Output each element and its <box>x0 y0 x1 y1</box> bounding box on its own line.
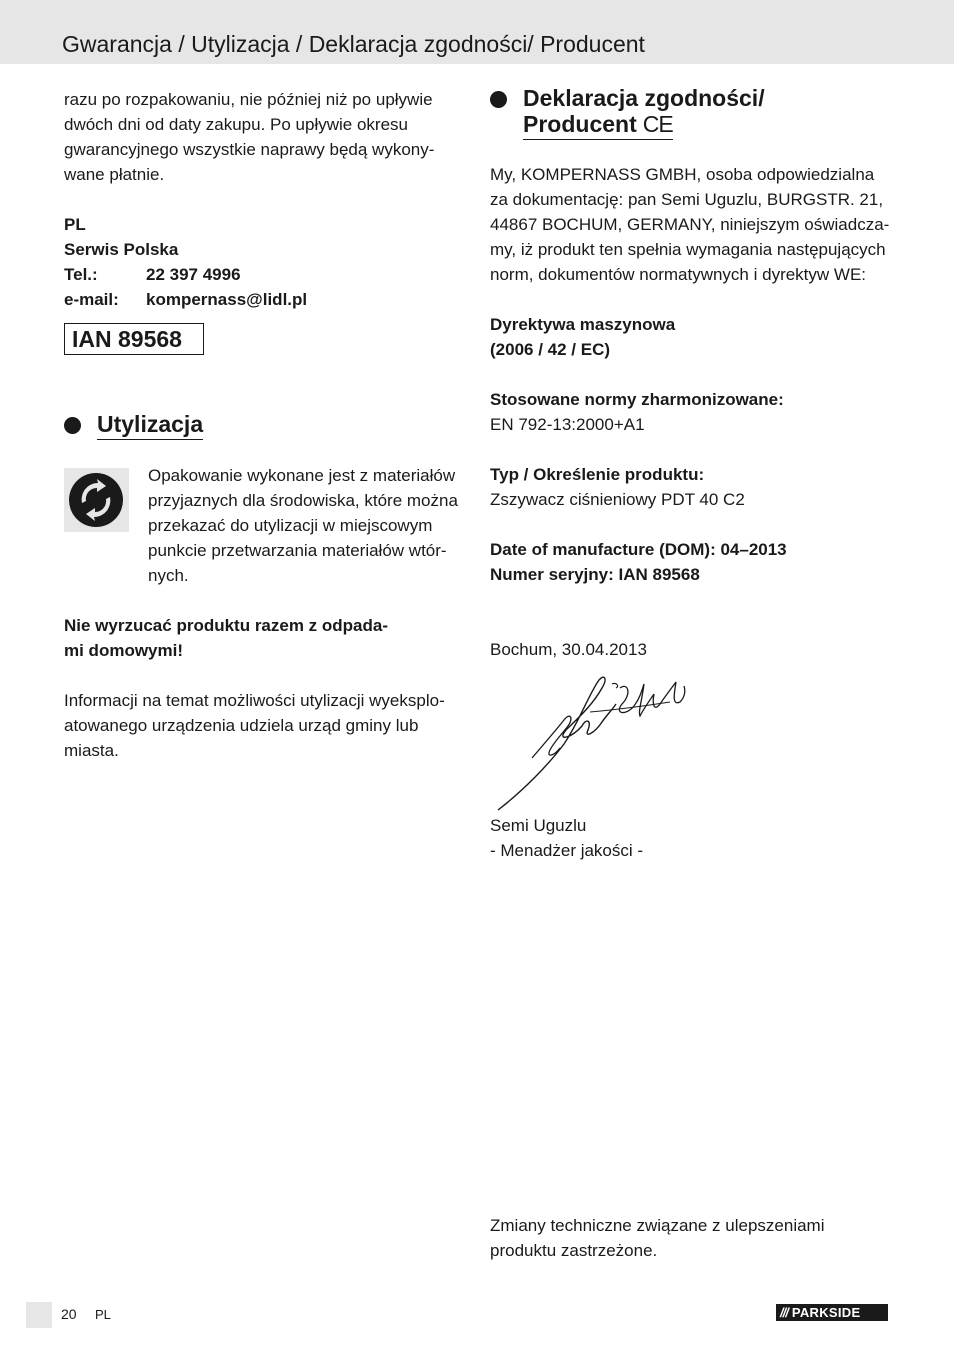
declaration-intro-line: 44867 BOCHUM, GERMANY, niniejszym oświadcza- <box>490 215 890 234</box>
packaging-text-line: przekazać do utylizacji w miejscowym <box>148 516 433 535</box>
footer-language: PL <box>95 1307 111 1322</box>
disposal-heading <box>64 411 203 440</box>
ce-mark-icon: CE <box>642 111 673 137</box>
declaration-intro-line: norm, dokumentów normatywnych i dyrektyw WE: <box>490 265 867 284</box>
disposal-info-line: Informacji na temat możliwości utylizacji wyeksplo- <box>64 691 445 710</box>
place-date: Bochum, 30.04.2013 <box>490 640 647 659</box>
bullet-icon <box>64 417 81 434</box>
declaration-intro-line: My, KOMPERNASS GMBH, osoba odpowiedzialna <box>490 165 875 184</box>
directive-line: Dyrektywa maszynowa <box>490 315 676 334</box>
service-tel-value: 22 397 4996 <box>146 265 241 284</box>
disposal-title: Utylizacja <box>97 411 203 440</box>
disposal-info-line: atowanego urządzenia udziela urząd gminy lub <box>64 716 419 735</box>
declaration-title-line1: Deklaracja zgodności/ <box>523 85 765 111</box>
warranty-text-line: razu po rozpakowaniu, nie później niż po upływie <box>64 90 433 109</box>
signer-role: - Menadżer jakości - <box>490 841 644 860</box>
green-dot-recycle-icon <box>64 468 129 532</box>
service-email-value: kompernass@lidl.pl <box>146 290 308 309</box>
technical-changes-line: produktu zastrzeżone. <box>490 1241 658 1260</box>
standards-label: Stosowane normy zharmonizowane: <box>490 390 784 409</box>
signer-name: Semi Uguzlu <box>490 816 587 835</box>
directive-line: (2006 / 42 / EC) <box>490 340 611 359</box>
declaration-title-line2 <box>523 111 673 140</box>
warranty-text-line: dwóch dni od daty zakupu. Po upływie okresu <box>64 115 408 134</box>
parkside-logo <box>776 1304 888 1321</box>
packaging-text-line: Opakowanie wykonane jest z materiałów <box>148 466 456 485</box>
warranty-text-line: wane płatnie. <box>64 165 165 184</box>
product-type-label: Typ / Określenie produktu: <box>490 465 705 484</box>
packaging-text-line: przyjaznych dla środowiska, które można <box>148 491 458 510</box>
declaration-intro-line: my, iż produkt ten spełnia wymagania następujących <box>490 240 886 259</box>
service-name: Serwis Polska <box>64 240 179 259</box>
declaration-title-producer: Producent <box>523 111 637 137</box>
standards-value: EN 792-13:2000+A1 <box>490 415 645 434</box>
page-number: 20 <box>61 1306 77 1322</box>
disposal-info-line: miasta. <box>64 741 119 760</box>
signature <box>494 672 694 814</box>
declaration-heading <box>490 85 765 140</box>
warranty-text-line: gwarancyjnego wszystkie naprawy będą wykony- <box>64 140 435 159</box>
service-tel-label: Tel.: <box>64 265 98 284</box>
bullet-icon <box>490 91 507 108</box>
serial-number: Numer seryjny: IAN 89568 <box>490 565 700 584</box>
ian-box: IAN 89568 <box>64 323 204 355</box>
service-email-label: e-mail: <box>64 290 119 309</box>
packaging-text-line: punkcie przetwarzania materiałów wtór- <box>148 541 447 560</box>
page-title: Gwarancja / Utylizacja / Deklaracja zgodności/ Producent <box>62 31 645 57</box>
service-country: PL <box>64 215 86 234</box>
technical-changes-line: Zmiany techniczne związane z ulepszeniami <box>490 1216 825 1235</box>
brand-stripes-icon: /// <box>780 1305 788 1320</box>
disposal-warning-line: mi domowymi! <box>64 641 184 660</box>
date-of-manufacture: Date of manufacture (DOM): 04–2013 <box>490 540 787 559</box>
brand-name: PARKSIDE <box>791 1305 861 1320</box>
declaration-intro-line: za dokumentację: pan Semi Uguzlu, BURGSTR. 21, <box>490 190 884 209</box>
footer-tab <box>26 1302 52 1328</box>
product-type-value: Zszywacz ciśnieniowy PDT 40 C2 <box>490 490 745 509</box>
packaging-text-line: nych. <box>148 566 189 585</box>
disposal-warning-line: Nie wyrzucać produktu razem z odpada- <box>64 616 389 635</box>
